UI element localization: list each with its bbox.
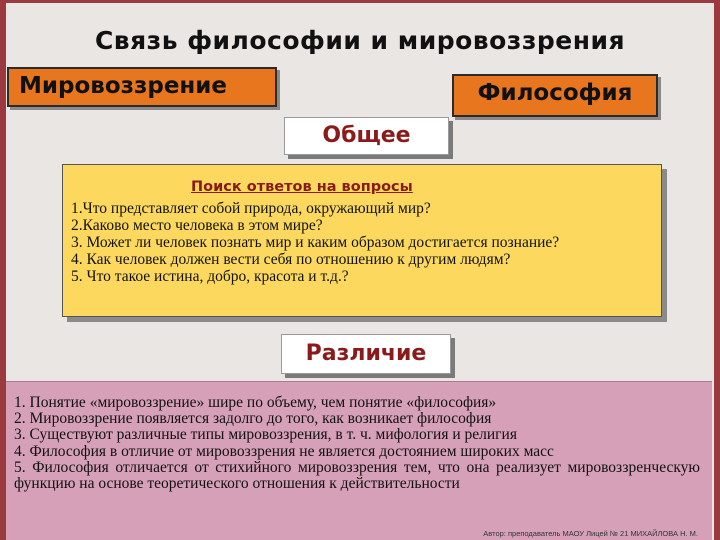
- philosophy-label: Философия: [452, 74, 658, 117]
- list-item: 5. Философия отличается от стихийного мировоззрения тем, что она реализует мировоззренческую функцию на основе теоретического отношения к действительности: [14, 458, 700, 493]
- difference-label: Различие: [281, 334, 451, 374]
- list-item: 5. Что такое истина, добро, красота и т.д.?: [71, 268, 349, 285]
- worldview-label: Мировоззрение: [7, 67, 277, 107]
- list-item: 2. Мировоззрение появляется задолго до того, как возникает философия: [14, 410, 492, 428]
- list-item: 3. Существуют различные типы мировоззрения, в т. ч. мифология и религия: [14, 426, 517, 444]
- common-label: Общее: [284, 117, 449, 155]
- list-item: 4. Как человек должен вести себя по отношению к другим людям?: [71, 251, 511, 268]
- differences-box: [6, 381, 712, 540]
- common-questions-heading: Поиск ответов на вопросы: [191, 179, 413, 195]
- list-item: 3. Может ли человек познать мир и каким образом достигается познание?: [71, 234, 560, 251]
- list-item: 2.Каково место человека в этом мире?: [71, 217, 323, 234]
- list-item: 1. Понятие «мировоззрение» шире по объему, чем понятие «философия»: [14, 394, 497, 411]
- list-item: 4. Философия в отличие от мировоззрения не является достоянием широких масс: [14, 442, 554, 460]
- list-item: 1.Что представляет собой природа, окружающий мир?: [71, 200, 431, 217]
- common-questions-list: [71, 200, 655, 285]
- differences-list: [14, 395, 700, 492]
- author-credit: Автор: преподаватель МАОУ Лицей № 21 МИХАЙЛОВА Н. М.: [483, 529, 698, 538]
- common-questions-box: [62, 164, 662, 317]
- slide-title: Связь философии и мировоззрения: [94, 26, 626, 55]
